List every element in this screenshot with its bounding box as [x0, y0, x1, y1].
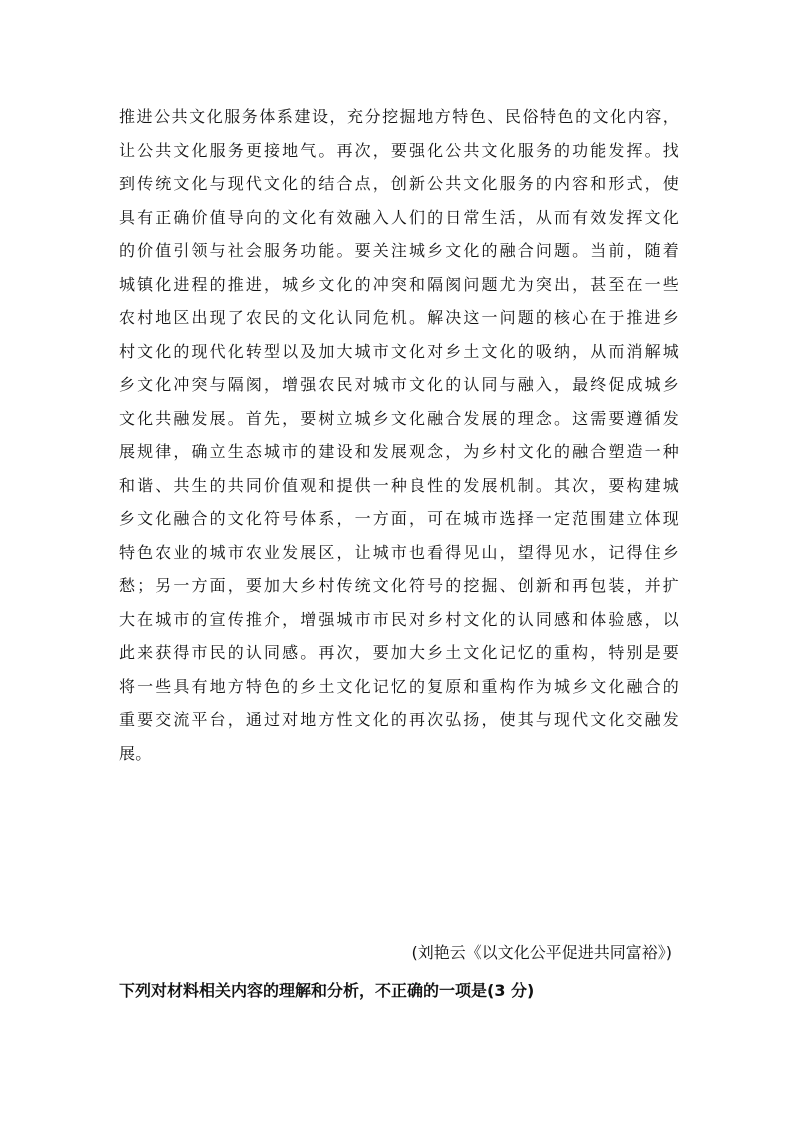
- article-line: 让公共文化服务更接地气。再次，要强化公共文化服务的功能发挥。找: [119, 140, 679, 160]
- article-line: 具有正确价值导向的文化有效融入人们的日常生活，从而有效发挥文化: [119, 207, 679, 227]
- article-line: 推进公共文化服务体系建设，充分挖掘地方特色、民俗特色的文化内容，: [119, 107, 679, 126]
- article-body: [119, 104, 679, 774]
- article-line: 此来获得市民的认同感。再次，要加大乡土文化记忆的重构，特别是要: [119, 643, 679, 662]
- article-line: 特色农业的城市农业发展区，让城市也看得见山，望得见水，记得住乡: [119, 542, 679, 562]
- article-line: 村文化的现代化转型以及加大城市文化对乡土文化的吸纳，从而消解城: [119, 341, 679, 361]
- article-line: 城镇化进程的推进，城乡文化的冲突和隔阂问题尤为突出，甚至在一些: [119, 274, 679, 294]
- question-prompt: 下列对材料相关内容的理解和分析，不正确的一项是(3 分): [119, 981, 535, 1000]
- article-line: 乡文化融合的文化符号体系，一方面，可在城市选择一定范围建立体现: [119, 509, 679, 528]
- article-line: 文化共融发展。首先，要树立城乡文化融合发展的理念。这需要遵循发: [119, 408, 679, 428]
- article-line: 重要交流平台，通过对地方性文化的再次弘扬，使其与现代文化交融发: [119, 710, 679, 729]
- article-line: 大在城市的宣传推介，增强城市市民对乡村文化的认同感和体验感，以: [119, 609, 679, 629]
- article-line: 展。: [119, 743, 152, 763]
- article-line: 农村地区出现了农民的文化认同危机。解决这一问题的核心在于推进乡: [119, 308, 679, 327]
- article-line: 乡文化冲突与隔阂，增强农民对城市文化的认同与融入，最终促成城乡: [119, 375, 679, 394]
- article-line: 和谐、共生的共同价值观和提供一种良性的发展机制。其次，要构建城: [119, 475, 679, 495]
- article-line: 的价值引领与社会服务功能。要关注城乡文化的融合问题。当前，随着: [119, 241, 679, 260]
- article-line: 将一些具有地方特色的乡土文化记忆的复原和重构作为城乡文化融合的: [119, 676, 679, 696]
- source-citation: (刘艳云《以文化公平促进共同富裕》): [411, 943, 672, 962]
- article-line: 愁；另一方面，要加大乡村传统文化符号的挖掘、创新和再包装，并扩: [119, 576, 679, 595]
- article-line: 到传统文化与现代文化的结合点，创新公共文化服务的内容和形式，使: [119, 174, 679, 193]
- article-line: 展规律，确立生态城市的建设和发展观念，为乡村文化的融合塑造一种: [119, 442, 679, 461]
